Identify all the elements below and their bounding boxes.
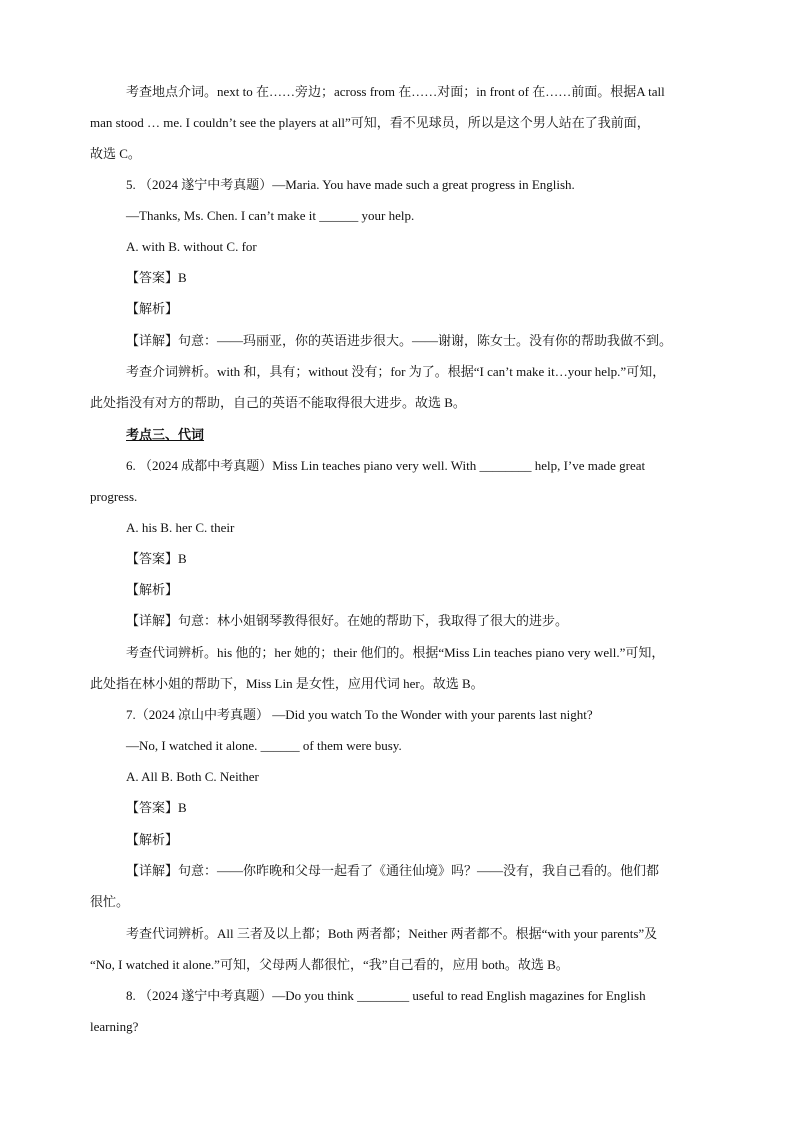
options-line: A. his B. her C. their bbox=[126, 520, 235, 535]
answer-label: 【答案】B bbox=[126, 800, 187, 815]
text-line: 故选 C。 bbox=[90, 146, 141, 161]
text-line: progress. bbox=[90, 489, 138, 504]
analysis-label: 【解析】 bbox=[126, 832, 179, 847]
text-line: 此处指在林小姐的帮助下，Miss Lin 是女性，应用代词 her。故选 B。 bbox=[90, 676, 484, 691]
text-line: 【详解】句意：——玛丽亚，你的英语进步很大。——谢谢，陈女士。没有你的帮助我做不到。 bbox=[126, 333, 673, 348]
answer-label: 【答案】B bbox=[126, 270, 187, 285]
text-line: 考查代词辨析。All 三者及以上都；Both 两者都；Neither 两者都不。根据“with your parents”及 bbox=[126, 926, 658, 941]
question-8: 8. （2024 遂宁中考真题）—Do you think ________ useful to read English magazines for English bbox=[126, 988, 646, 1003]
text-line: 考查介词辨析。with 和，具有；without 没有；for 为了。根据“I can’t make it…your help.”可知， bbox=[126, 364, 666, 379]
text-line: 此处指没有对方的帮助，自己的英语不能取得很大进步。故选 B。 bbox=[90, 395, 466, 410]
text-line: 【详解】句意：林小姐钢琴教得很好。在她的帮助下，我取得了很大的进步。 bbox=[126, 613, 569, 628]
analysis-label: 【解析】 bbox=[126, 582, 179, 597]
text-line: “No, I watched it alone.”可知，父母两人都很忙，“我”自己看的，应用 both。故选 B。 bbox=[90, 957, 569, 972]
text-line: —Thanks, Ms. Chen. I can’t make it ______ your help. bbox=[126, 208, 415, 223]
section-heading: 考点三、代词 bbox=[126, 427, 205, 442]
text-line: man stood … me. I couldn’t see the players at all”可知，看不见球员，所以是这个男人站在了我前面， bbox=[90, 115, 650, 130]
answer-label: 【答案】B bbox=[126, 551, 187, 566]
text-line: 【详解】句意：——你昨晚和父母一起看了《通往仙境》吗？——没有，我自己看的。他们都 bbox=[126, 863, 660, 878]
options-line: A. with B. without C. for bbox=[126, 239, 257, 254]
text-line: learning? bbox=[90, 1019, 139, 1034]
question-7: 7.（2024 凉山中考真题） —Did you watch To the Wonder with your parents last night? bbox=[126, 707, 593, 722]
options-line: A. All B. Both C. Neither bbox=[126, 769, 259, 784]
text-line: 考查代词辨析。his 他的；her 她的；their 他们的。根据“Miss Lin teaches piano very well.”可知， bbox=[126, 645, 665, 660]
analysis-label: 【解析】 bbox=[126, 301, 179, 316]
text-line: 考查地点介词。next to 在……旁边；across from 在……对面；in front of 在……前面。根据A tall bbox=[126, 84, 665, 99]
text-line: —No, I watched it alone. ______ of them were busy. bbox=[126, 738, 402, 753]
text-line: 很忙。 bbox=[90, 894, 130, 909]
question-6: 6. （2024 成都中考真题）Miss Lin teaches piano very well. With ________ help, I’ve made great bbox=[126, 458, 646, 473]
question-5: 5. （2024 遂宁中考真题）—Maria. You have made such a great progress in English. bbox=[126, 177, 575, 192]
